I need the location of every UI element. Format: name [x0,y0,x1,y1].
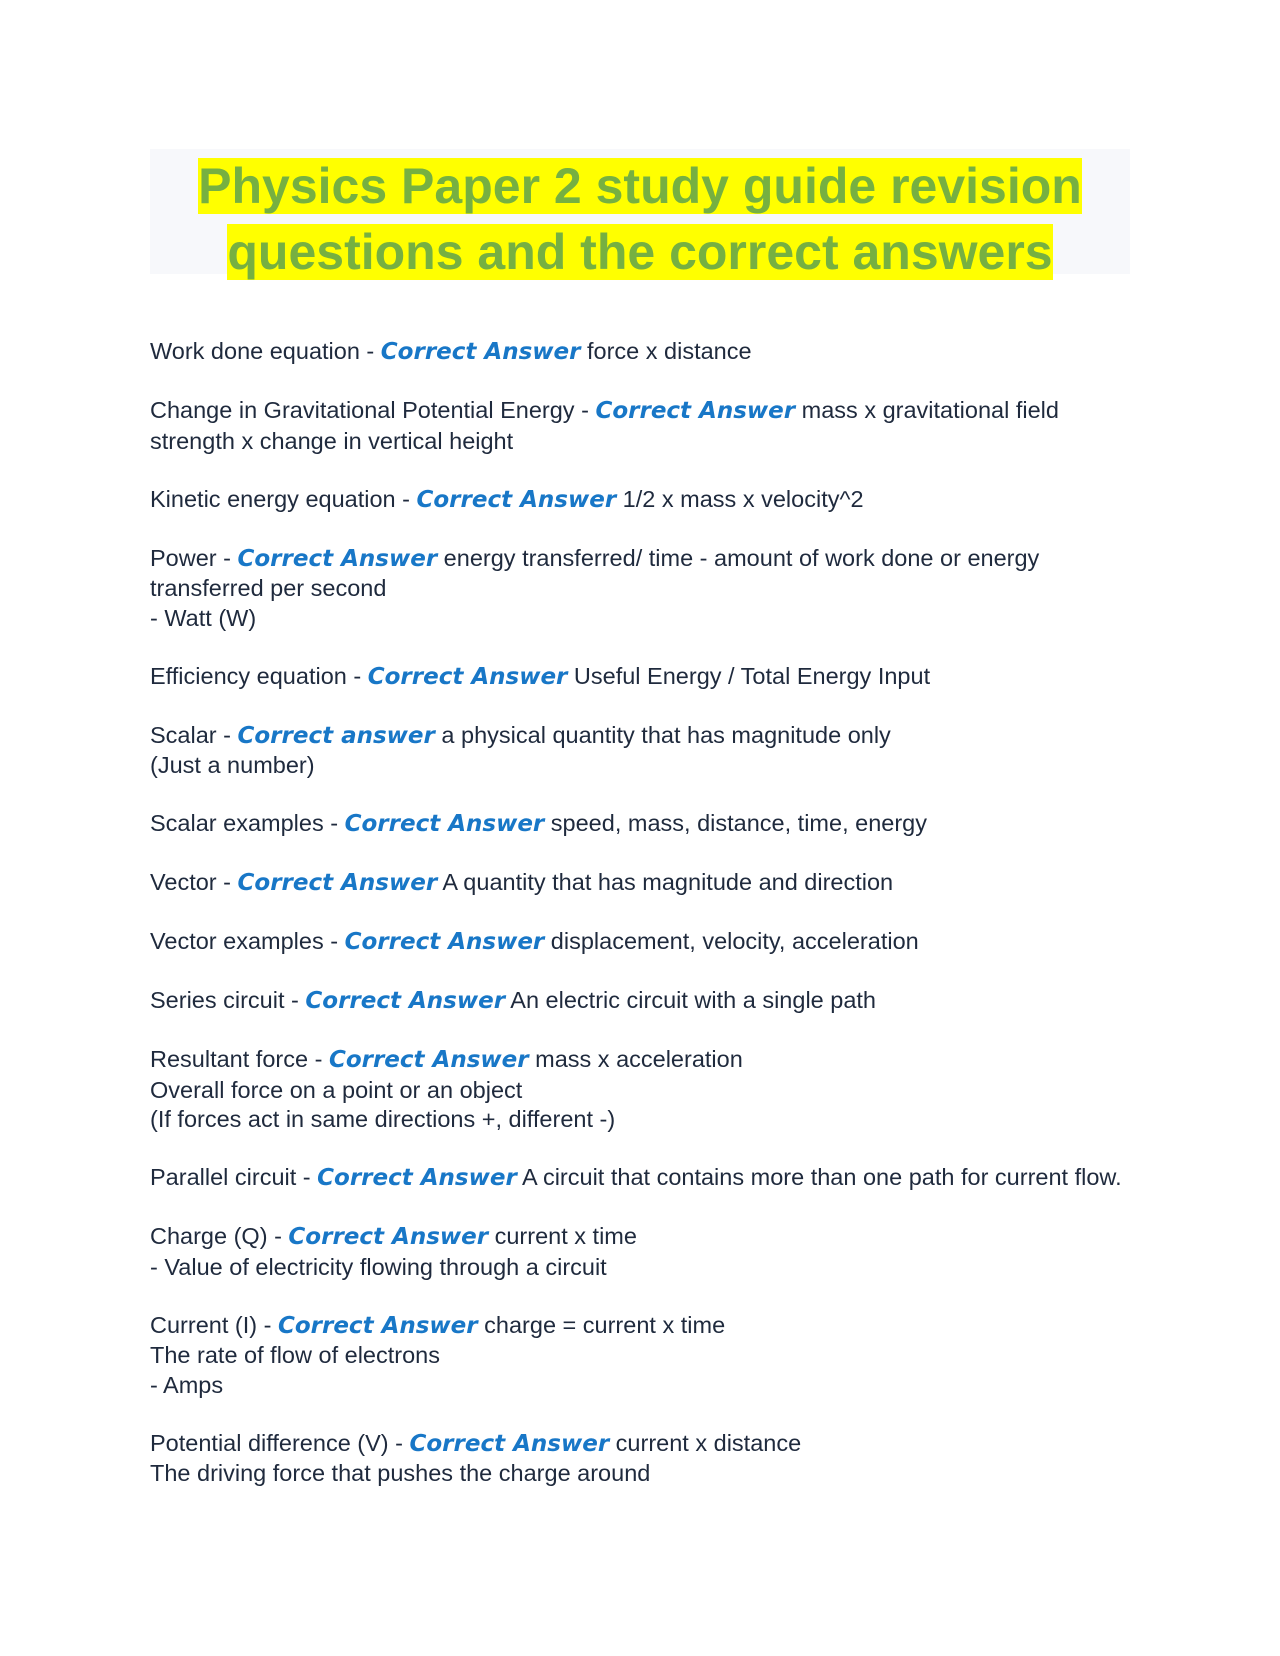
correct-answer-label: Correct Answer [288,1224,489,1250]
answer-text: A circuit that contains more than one path for current flow. [516,1164,1122,1190]
qa-item [150,721,1130,781]
correct-answer-label: Correct Answer [305,988,506,1014]
title-block [150,149,1130,280]
qa-main-line [150,485,1130,516]
correct-answer-label: Correct Answer [328,1047,529,1073]
answer-text: charge = current x time [477,1311,726,1338]
qa-item [150,485,1130,516]
qa-main-line [150,662,1130,693]
correct-answer-label: Correct Answer [237,545,438,572]
qa-main-line [150,986,1130,1017]
answer-text: mass x acceleration [528,1046,743,1072]
correct-answer-label: Correct answer [237,722,435,749]
correct-answer-label: Correct Answer [416,486,617,513]
page-title-line-2: questions and the correct answers [227,224,1053,280]
answer-text: current x time [488,1223,637,1249]
answer-text: energy transferred/ time - amount of work done or energy transferred per second [150,544,1040,601]
qa-item [150,868,1130,899]
correct-answer-label: Correct Answer [595,398,796,424]
answer-text: speed, mass, distance, time, energy [544,810,927,836]
answer-text: A quantity that has magnitude and direction [437,869,894,895]
qa-item [150,1311,1130,1401]
qa-item [150,1222,1130,1282]
qa-item [150,927,1130,958]
correct-answer-label: Correct Answer [237,870,438,896]
answer-extra-line: Overall force on a point or an object [150,1076,523,1103]
answer-extra-line: The driving force that pushes the charge around [150,1460,651,1486]
answer-extra-line: The rate of flow of electrons [150,1342,440,1368]
question-text: Change in Gravitational Potential Energy - [150,397,596,423]
qa-item [150,1045,1130,1135]
answer-text: a physical quantity that has magnitude only [434,721,891,748]
qa-item [150,662,1130,693]
question-text: Series circuit - [150,987,306,1013]
answer-text: mass x gravitational field strength x change in vertical height [150,397,1059,454]
question-text: Current (I) - [150,1311,278,1338]
question-text: Charge (Q) - [150,1223,289,1249]
document-page [150,149,1130,1517]
correct-answer-label: Correct Answer [409,1430,610,1457]
answer-text: current x distance [609,1429,802,1456]
qa-main-line [150,868,1130,899]
answer-text: force x distance [580,338,752,364]
page-title-line-1: Physics Paper 2 study guide revision [198,158,1082,214]
qa-item [150,1429,1130,1489]
qa-item [150,809,1130,840]
qa-item [150,544,1130,634]
correct-answer-label: Correct Answer [344,811,545,837]
question-text: Resultant force - [150,1046,329,1072]
question-text: Efficiency equation - [150,662,368,689]
correct-answer-label: Correct Answer [380,339,581,365]
qa-main-line [150,1045,1130,1076]
qa-main-line [150,1311,1130,1342]
answer-text: Useful Energy / Total Energy Input [567,662,931,689]
qa-main-line [150,809,1130,840]
qa-main-line [150,1429,1130,1460]
qa-main-line [150,927,1130,958]
question-text: Work done equation - [150,338,381,364]
qa-item [150,337,1130,368]
qa-main-line [150,544,1130,604]
qa-main-line [150,337,1130,368]
correct-answer-label: Correct Answer [367,663,568,690]
answer-extra-line: - Amps [150,1371,224,1398]
qa-main-line [150,721,1130,752]
answer-extra-line: - Value of electricity flowing through a circuit [150,1253,607,1280]
qa-item [150,986,1130,1017]
answer-extra-line: (Just a number) [150,752,315,778]
question-text: Parallel circuit - [150,1164,318,1190]
question-text: Potential difference (V) - [150,1429,410,1456]
question-text: Scalar examples - [150,810,345,836]
correct-answer-label: Correct Answer [344,929,545,955]
qa-main-line [150,396,1130,456]
answer-text: An electric circuit with a single path [505,987,876,1013]
qa-list [150,337,1130,1489]
question-text: Scalar - [150,721,238,748]
question-text: Vector - [150,869,238,895]
qa-main-line [150,1163,1130,1194]
question-text: Kinetic energy equation - [150,485,417,512]
answer-extra-line: - Watt (W) [150,604,257,631]
correct-answer-label: Correct Answer [277,1312,478,1339]
answer-extra-line: (If forces act in same directions +, different -) [150,1106,616,1132]
correct-answer-label: Correct Answer [317,1165,517,1191]
qa-item [150,1163,1130,1194]
qa-main-line [150,1222,1130,1253]
question-text: Power - [150,544,238,571]
question-text: Vector examples - [150,928,345,954]
answer-text: 1/2 x mass x velocity^2 [616,485,864,512]
answer-text: displacement, velocity, acceleration [544,928,919,954]
qa-item [150,396,1130,456]
